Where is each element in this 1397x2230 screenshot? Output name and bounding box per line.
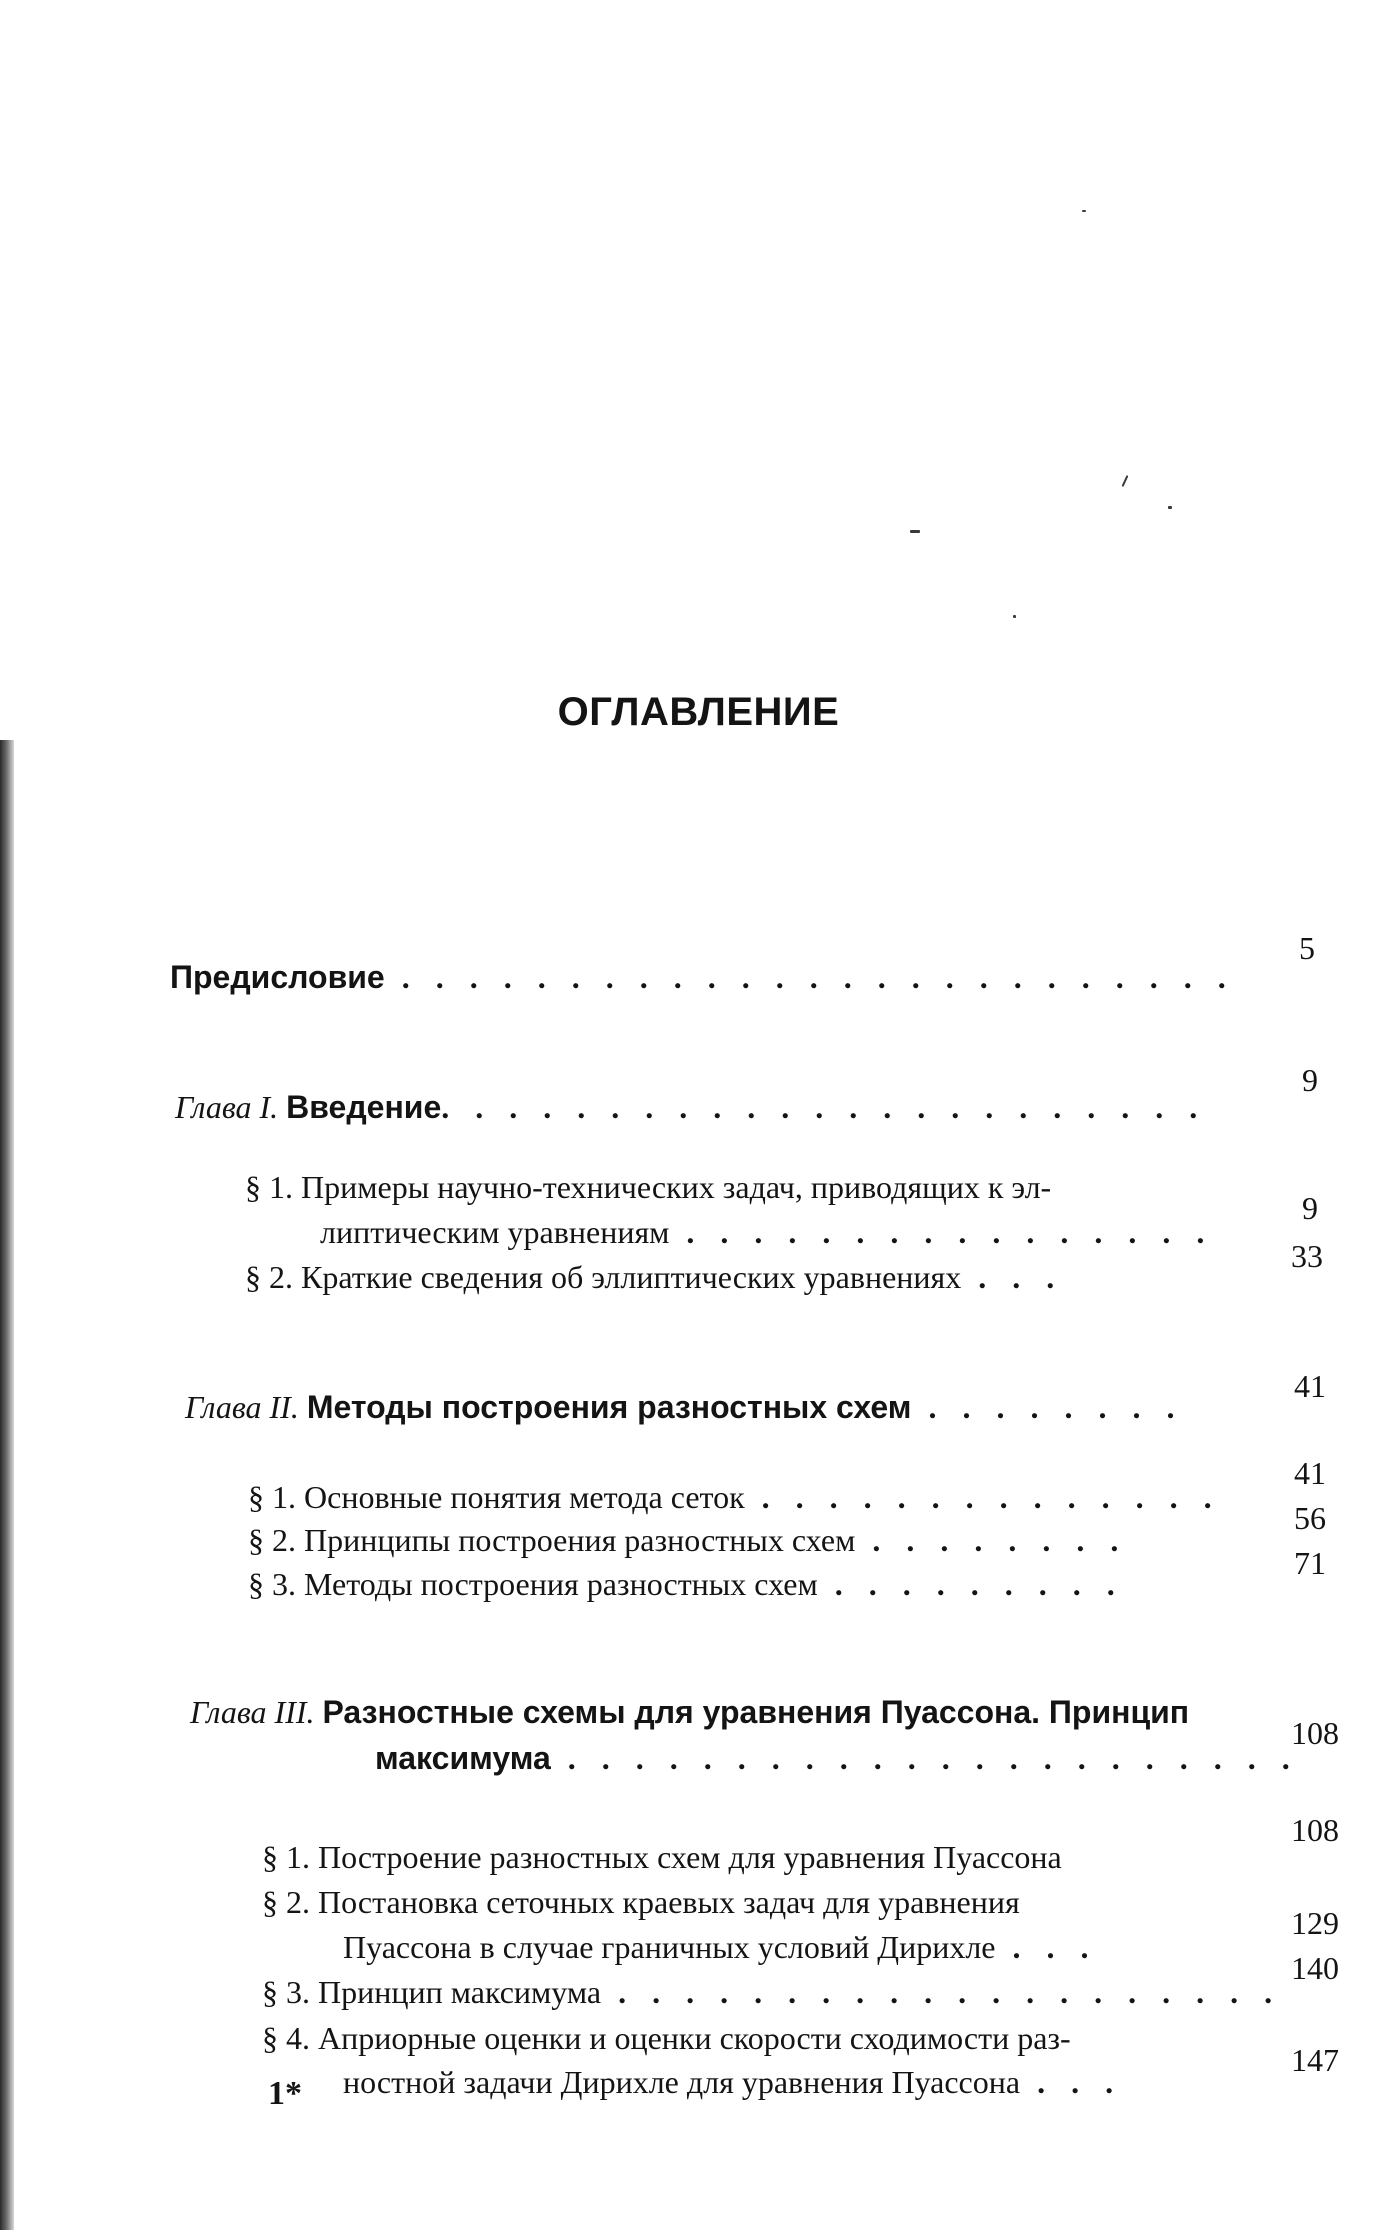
page-number: 108 <box>1291 1715 1339 1751</box>
page-number: 5 <box>1299 930 1315 966</box>
print-speck <box>1013 615 1016 618</box>
entry-label: Предисловие <box>170 959 385 995</box>
dot-leader: . . . <box>1020 2064 1123 2100</box>
toc-entry-ch3-sec4[interactable] <box>262 2016 1071 2060</box>
page-number: 71 <box>1294 1545 1326 1581</box>
page-number: 108 <box>1291 1812 1339 1848</box>
entry-label-line1: § 4. Априорные оценки и оценки скорости сходимости раз- <box>262 2020 1071 2056</box>
entry-label: § 2. Принципы построения разностных схем <box>248 1522 856 1558</box>
dot-leader: . . . . . . . . . . . . . . . . . . . . <box>601 1974 1282 2010</box>
dot-leader: . . . . . . . . . <box>817 1566 1124 1602</box>
toc-entry-ch3-sec2-cont <box>343 1925 1097 1969</box>
dot-leader: . . . . . . . . . . . . . . <box>744 1479 1221 1515</box>
toc-entry-ch2-sec3[interactable] <box>248 1562 1124 1606</box>
entry-label-line1: § 1. Примеры научно-технических задач, приводящих к эл- <box>245 1169 1052 1205</box>
chapter-prefix: Глава III. <box>190 1694 315 1730</box>
toc-entry-chapter-1[interactable] <box>175 1085 1206 1129</box>
page-number: 41 <box>1294 1455 1326 1491</box>
entry-label-line2: максимума <box>375 1740 551 1776</box>
toc-entry-ch1-sec1[interactable] <box>245 1165 1051 1209</box>
print-speck <box>1082 210 1086 212</box>
entry-label: Введение <box>286 1089 442 1125</box>
entry-label-line2: ностной задачи Дирихле для уравнения Пуассона <box>343 2064 1021 2100</box>
dot-leader: . . . . . . . . . . . . . . . . . . . . . . <box>550 1740 1299 1776</box>
page-number: 9 <box>1302 1062 1318 1098</box>
entry-label: § 3. Методы построения разностных схем <box>248 1566 818 1602</box>
toc-entry-ch1-sec2[interactable] <box>245 1255 1063 1299</box>
toc-entry-preface[interactable] <box>170 955 1235 999</box>
toc-entry-ch3-sec1[interactable] <box>262 1835 1062 1879</box>
toc-entry-ch3-sec2[interactable] <box>262 1880 1020 1924</box>
entry-label: § 3. Принцип максимума <box>262 1974 602 2010</box>
print-speck <box>1168 506 1172 509</box>
entry-label: § 1. Основные понятия метода сеток <box>248 1479 745 1515</box>
page-number: 33 <box>1291 1238 1323 1274</box>
page-number: 140 <box>1291 1950 1339 1986</box>
page-number: 129 <box>1291 1905 1339 1941</box>
toc-entry-ch3-sec4-cont <box>343 2060 1122 2104</box>
toc-entry-ch2-sec1[interactable] <box>248 1475 1221 1519</box>
print-speck <box>910 530 920 533</box>
dot-leader: . . . <box>995 1929 1098 1965</box>
toc-entry-ch2-sec2[interactable] <box>248 1518 1127 1562</box>
dot-leader: . . . . . . . . . . . . . . . . . . . . . . . . . <box>384 959 1235 995</box>
entry-label: § 2. Краткие сведения об эллиптических уравнениях <box>245 1259 962 1295</box>
print-speck <box>1122 475 1129 487</box>
page-title: ОГЛАВЛЕНИЕ <box>557 690 840 734</box>
toc-entry-chapter-2[interactable] <box>185 1385 1183 1429</box>
dot-leader: . . . . . . . . <box>855 1522 1128 1558</box>
toc-entry-ch3-sec3[interactable] <box>262 1970 1281 2014</box>
entry-label-line1: Разностные схемы для уравнения Пуассона. Принцип <box>322 1694 1190 1730</box>
entry-label: § 1. Построение разностных схем для уравнения Пуассона <box>262 1839 1062 1875</box>
page-number: 41 <box>1294 1368 1326 1404</box>
page-number: 56 <box>1294 1500 1326 1536</box>
page-number: 147 <box>1291 2042 1339 2078</box>
dot-leader: . . . . . . . . <box>911 1389 1184 1425</box>
toc-entry-chapter-3-cont <box>375 1736 1299 1780</box>
chapter-prefix: Глава II. <box>185 1389 299 1425</box>
signature-mark: 1* <box>268 2075 302 2112</box>
toc-entry-ch1-sec1-cont <box>320 1210 1213 1254</box>
entry-label: Методы построения разностных схем <box>306 1389 912 1425</box>
entry-label-line2: Пуассона в случае граничных условий Дирихле <box>343 1929 996 1965</box>
dot-leader: . . . . . . . . . . . . . . . . <box>669 1214 1214 1250</box>
dot-leader: . . . . . . . . . . . . . . . . . . . . . . . <box>441 1089 1207 1125</box>
page-number: 9 <box>1302 1190 1318 1226</box>
dot-leader: . . . <box>961 1259 1064 1295</box>
entry-label-line2: липтическим уравнениям <box>320 1214 670 1250</box>
chapter-prefix: Глава I. <box>175 1089 279 1125</box>
page-binding-edge <box>0 740 14 2230</box>
toc-entry-chapter-3[interactable] <box>190 1690 1189 1734</box>
entry-label-line1: § 2. Постановка сеточных краевых задач для уравнения <box>262 1884 1020 1920</box>
